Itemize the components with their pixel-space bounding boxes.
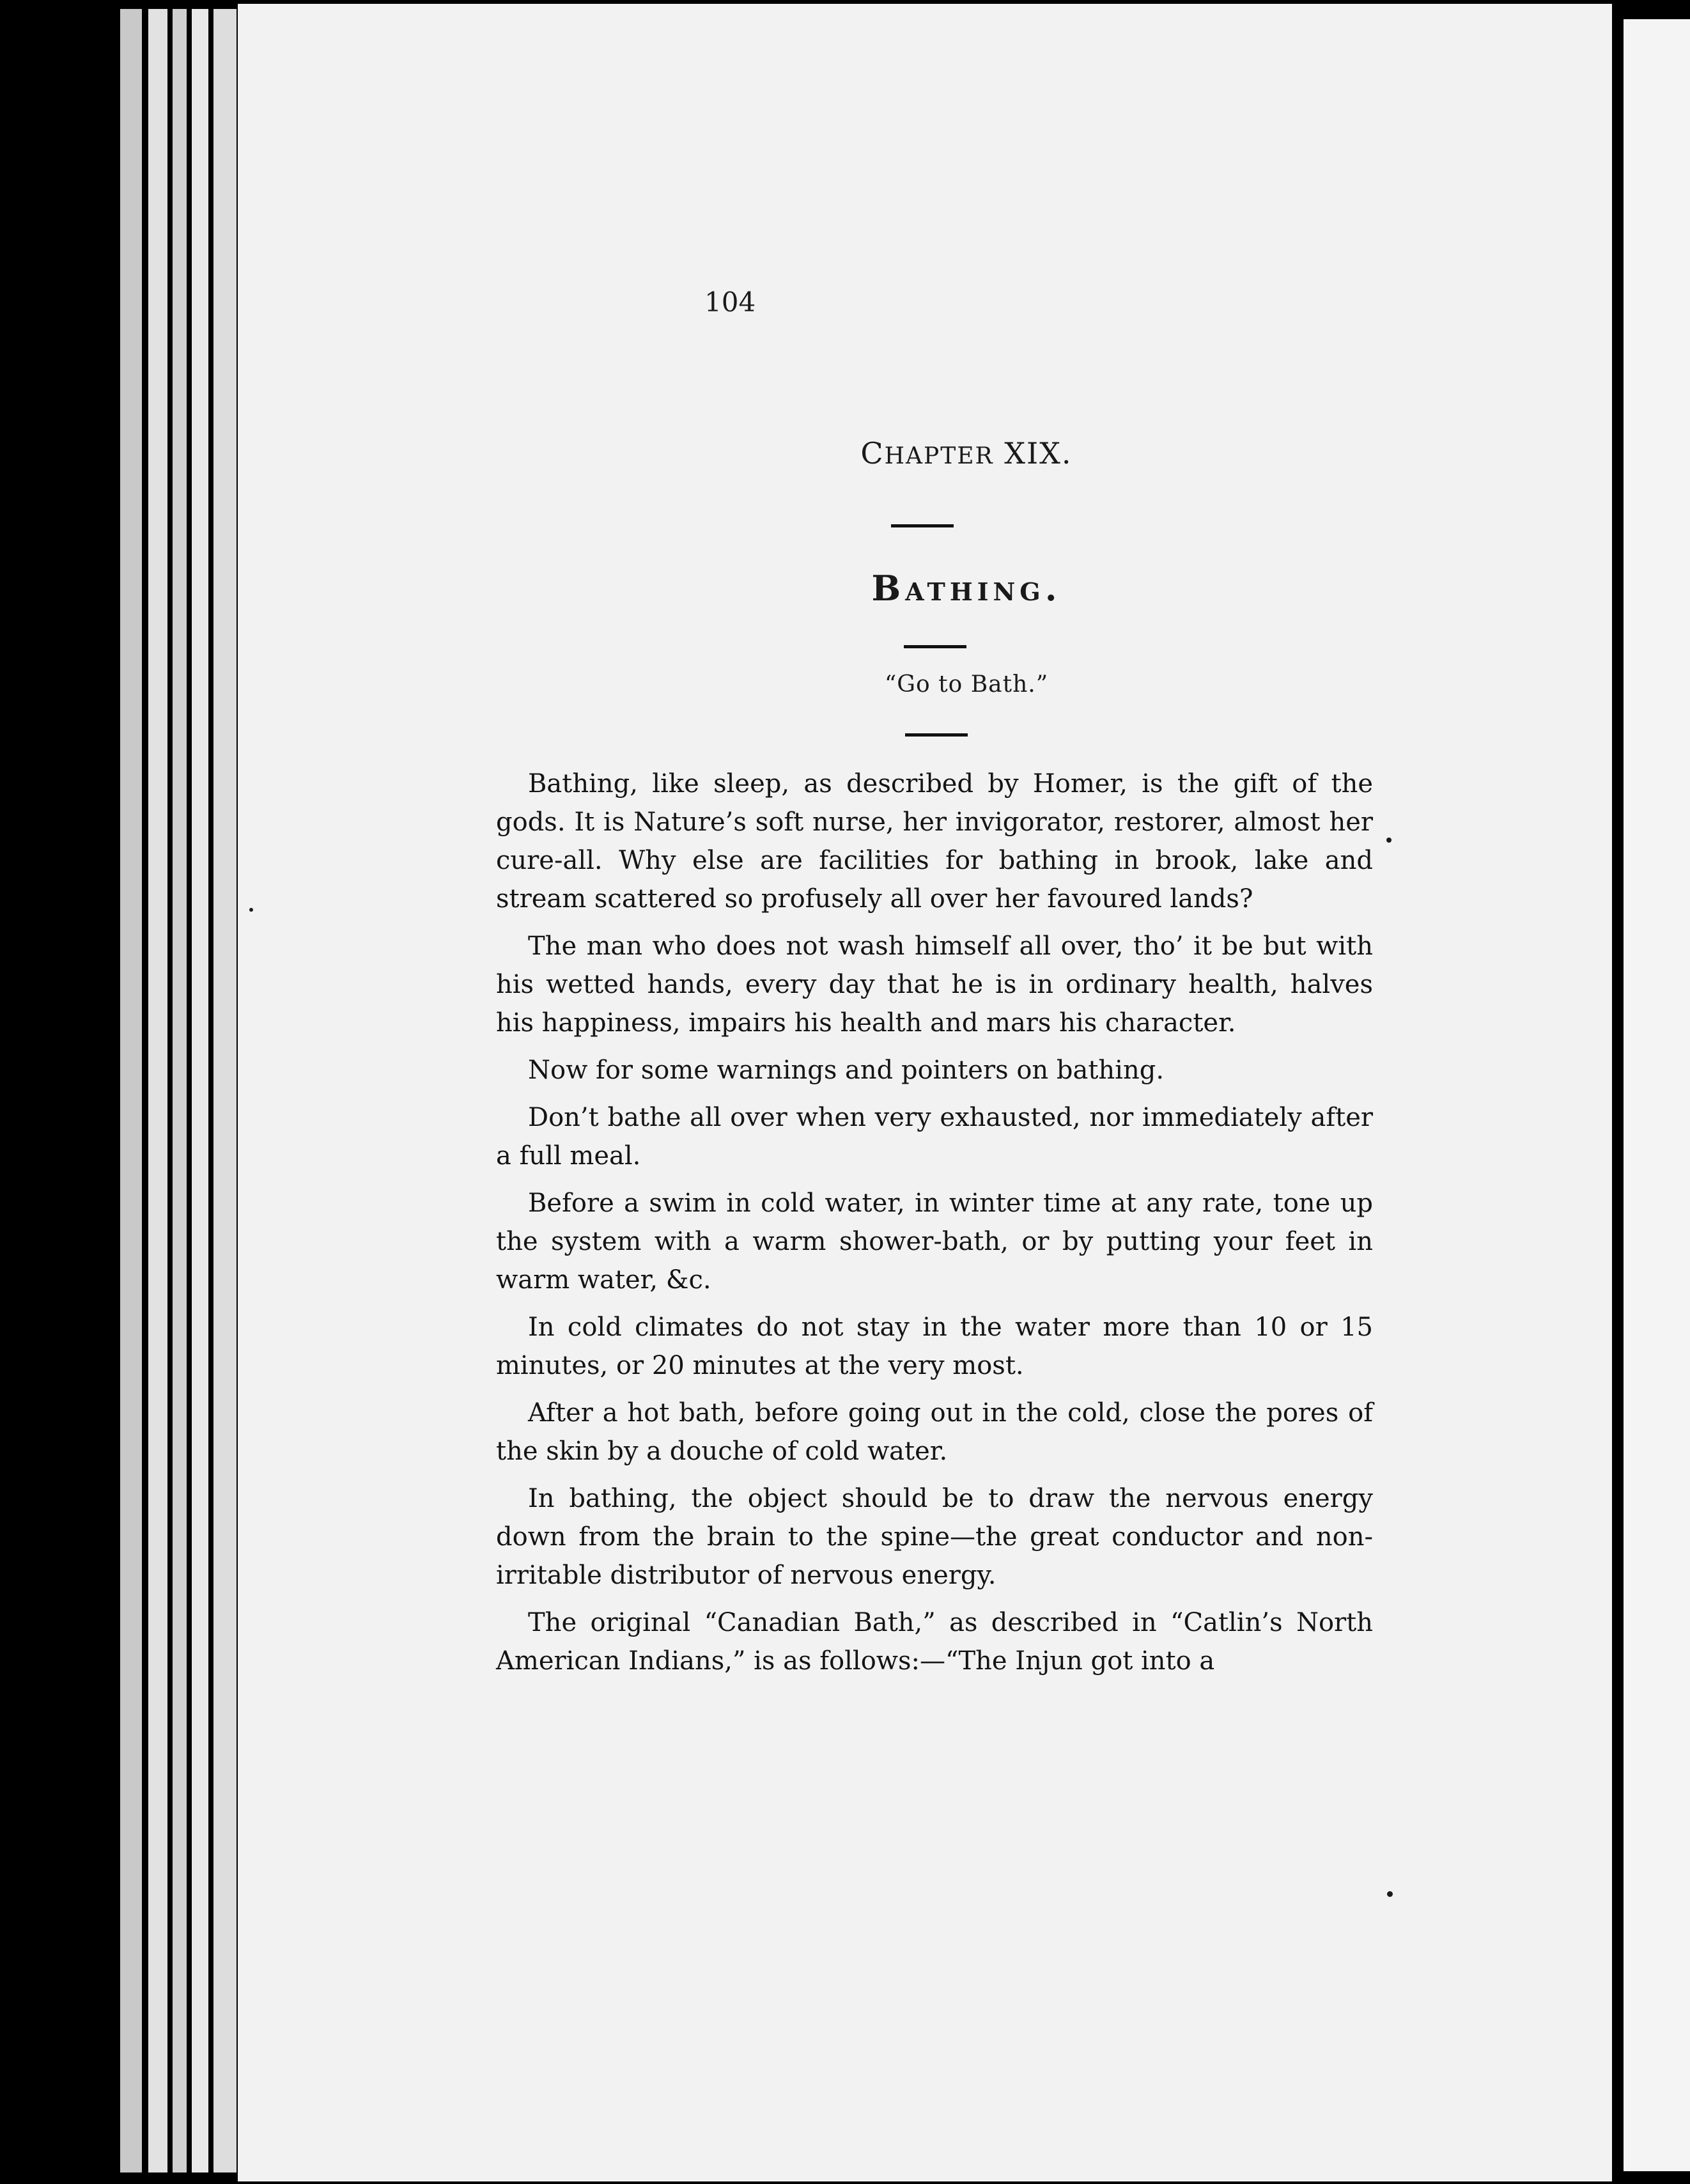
page-number: 104	[704, 286, 756, 318]
paragraph: After a hot bath, before going out in the cold, close the pores of the skin by a douche of cold water.	[496, 1398, 1373, 1466]
page-edge	[148, 9, 167, 2172]
divider-rule	[904, 645, 966, 648]
paragraph: In bathing, the object should be to draw the nervous energy down from the brain to the spine—the great conductor and non-irritable distributor of nervous energy.	[496, 1484, 1373, 1590]
paragraph: In cold climates do not stay in the water more than 10 or 15 minutes, or 20 minutes at the very most.	[496, 1313, 1373, 1380]
page-edge	[213, 9, 236, 2172]
chapter-title: Bathing.	[871, 568, 1062, 609]
facing-page-edge	[1624, 19, 1690, 2171]
page-edge	[192, 9, 208, 2172]
paragraph: Now for some warnings and pointers on bathing.	[528, 1056, 1165, 1085]
chapter-heading	[238, 436, 1612, 471]
paragraph: Before a swim in cold water, in winter time at any rate, tone up the system with a warm shower-bath, or by putting your feet in warm water, &c.	[496, 1189, 1373, 1295]
page-edge	[173, 9, 187, 2172]
book-page	[238, 4, 1612, 2181]
chapter-prefix-initial: C	[860, 436, 885, 471]
divider-rule	[891, 524, 954, 527]
paragraph: The original “Canadian Bath,” as described in “Catlin’s North American Indians,” is as follows:—“The Injun got into a	[496, 1608, 1373, 1676]
page-edge	[120, 9, 142, 2172]
paragraph: Bathing, like sleep, as described by Homer, is the gift of the gods. It is Nature’s soft nurse, her invigorator, restorer, almost her cure-all. Why else are facilities for bathing in brook, lake and stream scattered so profusely all over her favoured lands?	[496, 769, 1373, 914]
paragraph: The man who does not wash himself all over, tho’ it be but with his wetted hands, every day that he is in ordinary health, halves his happiness, impairs his health and mars his character.	[496, 932, 1373, 1038]
chapter-motto: “Go to Bath.”	[884, 671, 1049, 698]
chapter-prefix-rest: HAPTER	[884, 443, 994, 469]
paper-speck	[1386, 838, 1392, 843]
paper-speck	[1387, 1891, 1393, 1897]
paper-speck	[249, 908, 253, 912]
body-text	[496, 765, 1373, 1689]
divider-rule	[905, 733, 968, 737]
paragraph: Don’t bathe all over when very exhausted, nor immediately after a full meal.	[496, 1103, 1373, 1171]
chapter-numeral: XIX.	[1004, 436, 1073, 471]
